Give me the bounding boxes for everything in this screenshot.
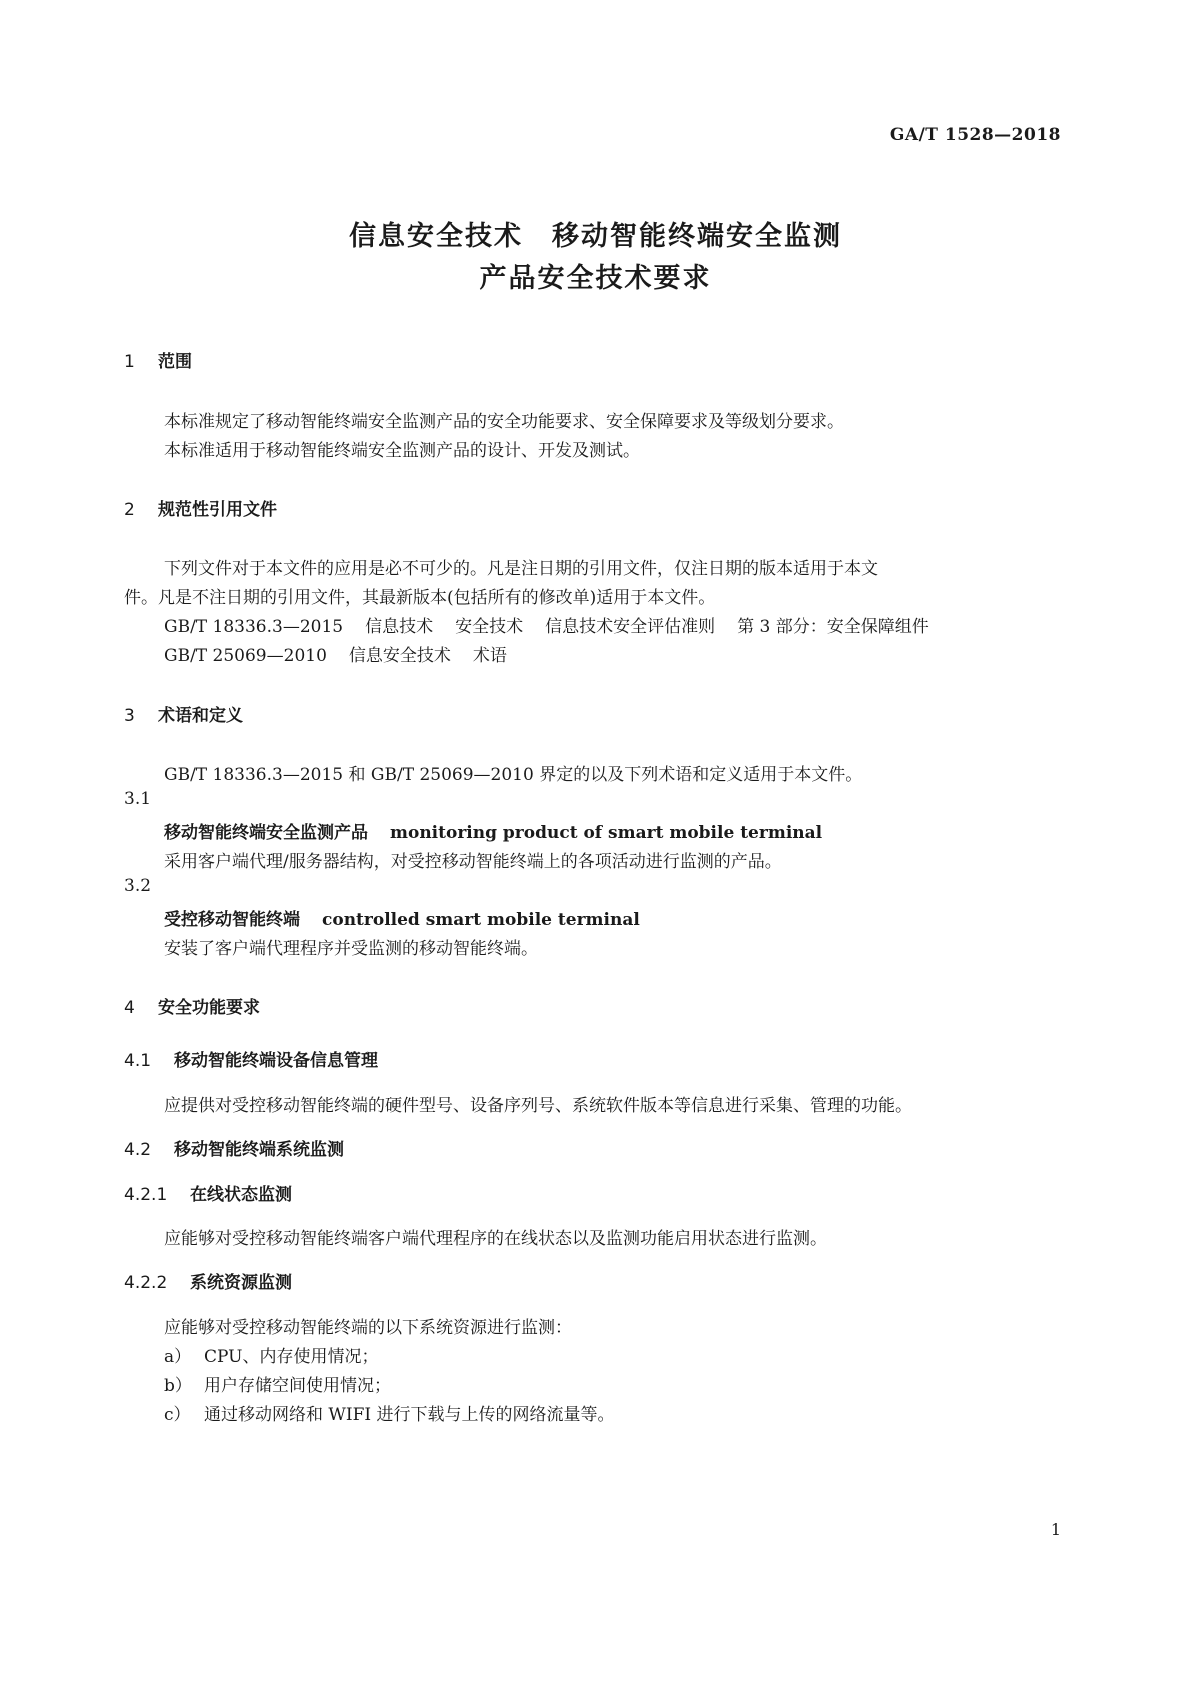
section-title: 系统资源监测 <box>190 1273 292 1293</box>
section-4-2-1-heading <box>124 1180 292 1205</box>
section-title: 在线状态监测 <box>190 1185 292 1205</box>
term-heading <box>164 905 640 930</box>
list-item <box>164 1342 378 1367</box>
page-number: 1 <box>1050 1520 1061 1539</box>
section-4-2-2-heading <box>124 1268 292 1293</box>
reference-part: 第 3 部分：安全保障组件 <box>737 617 929 637</box>
section-4-1-heading <box>124 1046 378 1071</box>
section-number: 1 <box>124 352 135 372</box>
reference-part: 安全技术 <box>455 617 524 637</box>
section-number: 2 <box>124 500 135 520</box>
list-text: 通过移动网络和 WIFI 进行下载与上传的网络流量等。 <box>204 1405 615 1425</box>
section-title: 安全功能要求 <box>158 998 260 1018</box>
section-4-2-heading <box>124 1135 344 1160</box>
list-item <box>164 1371 391 1396</box>
section-title: 规范性引用文件 <box>158 500 277 520</box>
paragraph: GB/T 18336.3—2015 和 GB/T 25069—2010 界定的以及下列术语和定义适用于本文件。 <box>164 765 863 785</box>
paragraph: 本标准适用于移动智能终端安全监测产品的设计、开发及测试。 <box>164 441 640 461</box>
paragraph: 应能够对受控移动智能终端客户端代理程序的在线状态以及监测功能启用状态进行监测。 <box>164 1229 827 1249</box>
section-number: 4.2.2 <box>124 1273 168 1293</box>
section-title: 移动智能终端系统监测 <box>174 1140 344 1160</box>
paragraph: 下列文件对于本文件的应用是必不可少的。凡是注日期的引用文件，仅注日期的版本适用于本文 <box>164 559 878 579</box>
section-title: 术语和定义 <box>158 706 243 726</box>
list-label: c） <box>164 1405 191 1425</box>
reference-code: GB/T 18336.3—2015 <box>164 617 344 637</box>
reference-item <box>164 612 929 637</box>
term-definition: 采用客户端代理/服务器结构，对受控移动智能终端上的各项活动进行监测的产品。 <box>164 852 782 872</box>
list-text: CPU、内存使用情况； <box>204 1347 379 1367</box>
paragraph: 本标准规定了移动智能终端安全监测产品的安全功能要求、安全保障要求及等级划分要求。 <box>164 412 844 432</box>
term-name-en: monitoring product of smart mobile terminal <box>390 823 823 843</box>
section-number: 3 <box>124 706 135 726</box>
section-number: 4.1 <box>124 1051 152 1071</box>
document-title-line1: 信息安全技术 移动智能终端安全监测 <box>349 221 842 252</box>
reference-part: 信息技术安全评估准则 <box>545 617 716 637</box>
reference-item <box>164 641 507 666</box>
list-item <box>164 1400 615 1425</box>
reference-part: 信息安全技术 <box>348 646 451 666</box>
reference-code: GB/T 25069—2010 <box>164 646 327 666</box>
term-definition: 安装了客户端代理程序并受监测的移动智能终端。 <box>164 939 538 959</box>
reference-part: 信息技术 <box>365 617 434 637</box>
term-number: 3.2 <box>124 876 152 896</box>
list-text: 用户存储空间使用情况； <box>204 1376 391 1396</box>
section-number: 4 <box>124 998 135 1018</box>
section-number: 4.2.1 <box>124 1185 168 1205</box>
paragraph: 应能够对受控移动智能终端的以下系统资源进行监测： <box>164 1318 572 1338</box>
paragraph: 件。凡是不注日期的引用文件，其最新版本(包括所有的修改单)适用于本文件。 <box>124 588 716 608</box>
term-heading <box>164 818 822 843</box>
list-label: a） <box>164 1347 192 1367</box>
term-name-zh: 受控移动智能终端 <box>164 910 300 930</box>
term-name-en: controlled smart mobile terminal <box>322 910 640 930</box>
reference-part: 术语 <box>472 646 507 666</box>
section-2-heading <box>124 495 277 520</box>
section-4-heading <box>124 993 260 1018</box>
section-3-heading <box>124 701 243 726</box>
paragraph: 应提供对受控移动智能终端的硬件型号、设备序列号、系统软件版本等信息进行采集、管理的功能。 <box>164 1096 912 1116</box>
term-number: 3.1 <box>124 789 152 809</box>
term-name-zh: 移动智能终端安全监测产品 <box>164 823 368 843</box>
section-number: 4.2 <box>124 1140 152 1160</box>
document-title-line2: 产品安全技术要求 <box>479 263 712 294</box>
section-1-heading <box>124 347 192 372</box>
standard-code: GA/T 1528—2018 <box>889 125 1061 145</box>
section-title: 移动智能终端设备信息管理 <box>174 1051 378 1071</box>
section-title: 范围 <box>158 352 192 372</box>
list-label: b） <box>164 1376 192 1396</box>
